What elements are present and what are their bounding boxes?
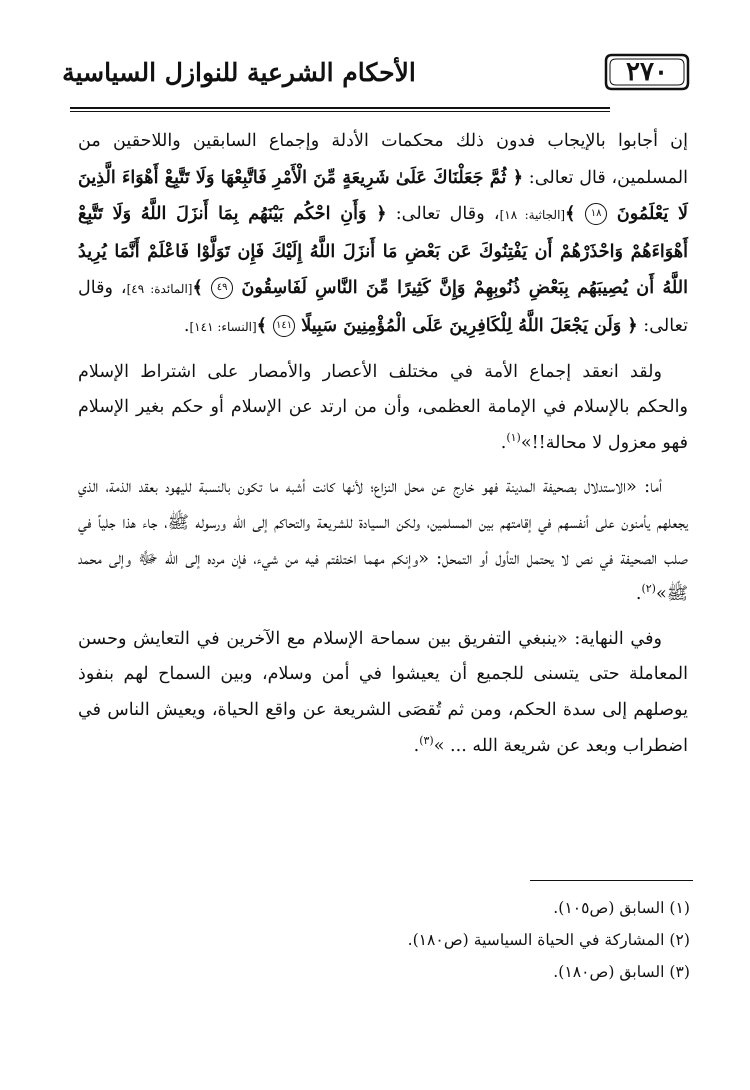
paragraph-3: أما: «الاستدلال بصحيفة المدينة فهو خارج عن محل النزاع؛ لأنها كانت أشبه ما تكون بالنسبة لليهود بعقد الذمة، الذي يجعلهم يأمنون على أنفسهم في إقامتهم بين المسلمين، ولكن السيادة للشريعة والتحاكم إلى الله ورسوله ﷺ، جاء هذا جلياً في صلب الصحيفة في نص لا يحتمل التأول أو التمحل: «وإنكم مهما اختلفتم فيه من شيء، فإن مرده إلى الله ﷻ وإلى محمد ﷺ»$^{(٢)}$. <box>78 477 688 605</box>
footnote-marker-1[interactable]: (١) <box>506 430 521 444</box>
quran-verse-maida: ﴿ وَأَنِ احْكُم بَيْنَهُم بِمَا أَنزَلَ اللَّهُ وَلَا تَتَّبِعْ أَهْوَاءَهُمْ وَاحْذَرْهُمْ أَن يَفْتِنُوكَ عَن بَعْضِ مَا أَنزَلَ اللَّهُ إِلَيْكَ فَإِن تَوَلَّوْا فَاعْلَمْ أَنَّمَا يُرِيدُ اللَّهُ أَن يُصِيبَهُم بِبَعْضِ ذُنُوبِهِمْ وَإِنَّ كَثِيرًا مِّنَ النَّاسِ لَفَاسِقُونَ <box>78 203 688 299</box>
footnote-1: (١) السابق (ص١٠٥). <box>553 899 690 917</box>
ayah-number-141: ١٤١ <box>273 315 295 337</box>
paragraph-2: ولقد انعقد إجماع الأمة في مختلف الأعصار والأمصار على اشتراط الإسلام والحكم بالإسلام في الإمامة العظمى، وأن من ارتد عن الإسلام أو حكم بغير الإسلام فهو معزول لا محالة!!»$^{(١)}$. <box>78 361 688 453</box>
footnotes <box>240 892 690 988</box>
running-head-title: الأحكام الشرعية للنوازل السياسية <box>62 57 416 87</box>
verse-reference-maida: [المائدة: ٤٩] <box>126 282 193 297</box>
page-number: ٢٧٠ <box>626 57 668 87</box>
page-header <box>62 45 700 105</box>
page-number-badge <box>602 49 692 95</box>
paragraph-1: إن أجابوا بالإيجاب فدون ذلك محكمات الأدلة وإجماع السابقين واللاحقين من المسلمين، قال تعالى: ﴿ ثُمَّ جَعَلْنَاكَ عَلَىٰ شَرِيعَةٍ مِّنَ الْأَمْرِ فَاتَّبِعْهَا وَلَا تَتَّبِعْ أَهْوَاءَ الَّذِينَ لَا يَعْلَمُونَ ١٨ ﴾[الجاثية: ١٨]، وقال تعالى: ﴿ وَأَنِ احْكُم بَيْنَهُم بِمَا أَنزَلَ اللَّهُ وَلَا تَتَّبِعْ أَهْوَاءَهُمْ وَاحْذَرْهُمْ أَن يَفْتِنُوكَ عَن بَعْضِ مَا أَنزَلَ اللَّهُ إِلَيْكَ فَإِن تَوَلَّوْا فَاعْلَمْ أَنَّمَا يُرِيدُ اللَّهُ أَن يُصِيبَهُم بِبَعْضِ ذُنُوبِهِمْ وَإِنَّ كَثِيرًا مِّنَ النَّاسِ لَفَاسِقُونَ ٤٩ ﴾[المائدة: ٤٩]، وقال تعالى: ﴿ وَلَن يَجْعَلَ اللَّهُ لِلْكَافِرِينَ عَلَى الْمُؤْمِنِينَ سَبِيلًا ١٤١ ﴾[النساء: ١٤١]. <box>78 131 689 336</box>
header-rule-thin <box>70 111 610 112</box>
footnote-separator <box>530 880 693 881</box>
header-rule <box>70 107 610 109</box>
footnote-2: (٢) المشاركة في الحياة السياسية (ص١٨٠). <box>407 931 690 949</box>
quran-verse-nisa: ﴿ وَلَن يَجْعَلَ اللَّهُ لِلْكَافِرِينَ عَلَى الْمُؤْمِنِينَ سَبِيلًا <box>295 314 638 336</box>
paragraph-4: وفي النهاية: «ينبغي التفريق بين سماحة الإسلام مع الآخرين في التعايش وحسن المعاملة حتى يتسنى للجميع أن يعيشوا في أمن وسلام، وبين السماح لهم بنفوذ يوصلهم إلى سدة الحكم، ومن ثم تُقصَى الشريعة عن واقع الحياة، ويعيش الناس في اضطراب وبعد عن شريعة الله ... »$^{(٣)}$. <box>78 628 688 756</box>
verse-reference-nisa: [النساء: ١٤١] <box>189 319 257 334</box>
footnote-marker-3[interactable]: (٣) <box>419 733 434 747</box>
ayah-number-49: ٤٩ <box>211 277 233 299</box>
verse-reference-jathiya: [الجاثية: ١٨] <box>499 208 566 223</box>
footnote-3: (٣) السابق (ص١٨٠). <box>553 963 690 981</box>
footnote-marker-2[interactable]: (٢) <box>641 582 656 596</box>
ayah-number-18: ١٨ <box>585 203 607 225</box>
main-text <box>78 124 688 773</box>
quran-verse-jathiya: ﴿ ثُمَّ جَعَلْنَاكَ عَلَىٰ شَرِيعَةٍ مِّنَ الْأَمْرِ فَاتَّبِعْهَا وَلَا تَتَّبِعْ أَهْوَاءَ الَّذِينَ لَا يَعْلَمُونَ <box>78 166 689 225</box>
